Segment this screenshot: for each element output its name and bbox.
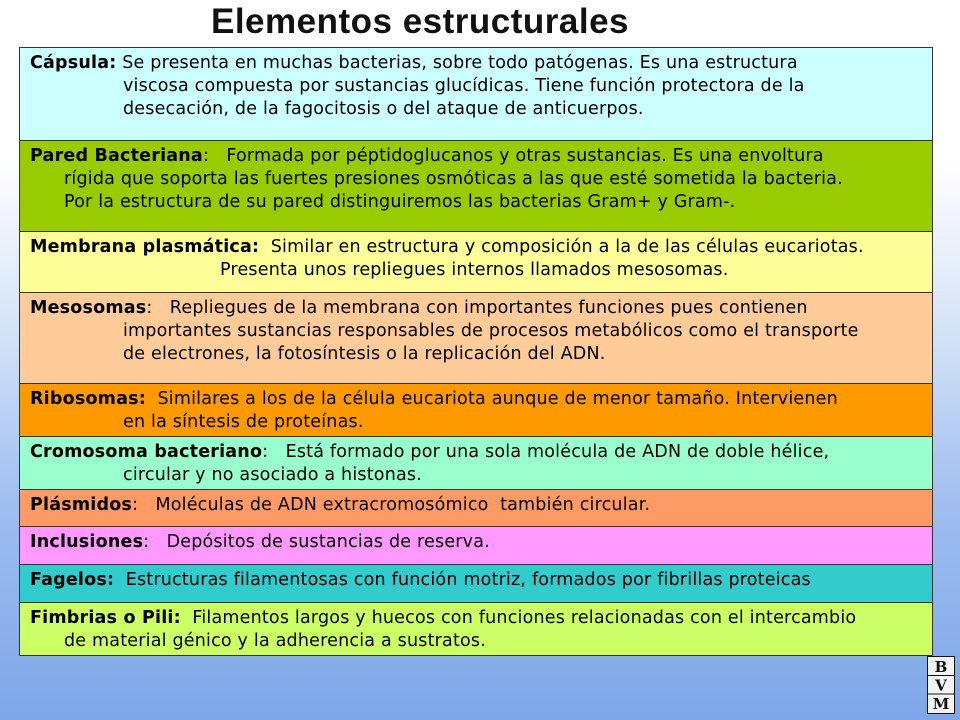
plasmidos-line-1 — [30, 494, 920, 517]
fagelos-term: Fagelos: — [30, 570, 115, 590]
membrana-line-1 — [30, 236, 920, 259]
box-pared — [19, 140, 933, 232]
mesosomas-text-3: de electrones, la fotosíntesis o la replicación del ADN. — [123, 344, 606, 364]
inclusiones-line-1 — [30, 531, 920, 554]
capsula-text-3: desecación, de la fagocitosis o del ataque de anticuerpos. — [123, 99, 644, 119]
bvm-logo-graphic — [928, 657, 954, 713]
box-inclusiones — [19, 526, 933, 565]
fimbrias-text-1: Filamentos largos y huecos con funciones relacionadas con el intercambio — [180, 608, 857, 628]
logo-letter-v: V — [935, 676, 947, 695]
box-capsula — [19, 47, 933, 141]
ribosomas-line-1 — [30, 388, 920, 411]
capsula-text-2: viscosa compuesta por sustancias glucídicas. Tiene función protectora de la — [123, 76, 805, 96]
capsula-line-1 — [30, 52, 920, 75]
ribosomas-term: Ribosomas: — [30, 389, 146, 409]
fagelos-line-1 — [30, 569, 920, 592]
capsula-text-1: Se presenta en muchas bacterias, sobre todo patógenas. Es una estructura — [116, 53, 798, 73]
plasmidos-text-1: : Moléculas de ADN extracromosómico también circular. — [132, 495, 651, 515]
fagelos-text-1: Estructuras filamentosas con función motriz, formados por fibrillas proteicas — [114, 570, 811, 590]
fimbrias-text-2: de material génico y la adherencia a sustratos. — [64, 631, 486, 651]
cromosoma-text-1: : Está formado por una sola molécula de ADN de doble hélice, — [262, 442, 830, 462]
inclusiones-text-1: : Depósitos de sustancias de reserva. — [143, 532, 490, 552]
box-membrana — [19, 231, 933, 293]
membrana-text-2: Presenta unos repliegues internos llamados mesosomas. — [220, 260, 729, 280]
box-ribosomas — [19, 383, 933, 437]
logo-letter-b: B — [934, 658, 948, 676]
fimbrias-term: Fimbrias o Pili: — [30, 608, 181, 628]
bvm-logo — [927, 656, 955, 714]
mesosomas-text-2: importantes sustancias responsables de procesos metabólicos como el transporte — [123, 321, 859, 341]
cromosoma-text-2: circular y no asociado a histonas. — [123, 465, 422, 485]
box-plasmidos — [19, 489, 933, 527]
membrana-term: Membrana plasmática: — [30, 237, 260, 257]
ribosomas-text-2: en la síntesis de proteínas. — [123, 412, 364, 432]
page-title: Elementos estructurales — [210, 2, 630, 41]
inclusiones-term: Inclusiones — [30, 532, 144, 552]
pared-line-1 — [30, 145, 920, 168]
box-fagelos — [19, 564, 933, 603]
pared-text-2: rígida que soporta las fuertes presiones osmóticas a las que esté sometida la bacteria. — [64, 169, 843, 189]
fimbrias-line-1 — [30, 607, 920, 630]
capsula-term: Cápsula: — [30, 53, 117, 73]
box-fimbrias — [19, 602, 933, 656]
pared-text-3: Por la estructura de su pared distinguiremos las bacterias Gram+ y Gram-. — [64, 192, 736, 212]
box-mesosomas — [19, 292, 933, 384]
cromosoma-term: Cromosoma bacteriano — [30, 442, 263, 462]
cromosoma-line-1 — [30, 441, 920, 464]
membrana-text-1: Similar en estructura y composición a la de las células eucariotas. — [259, 237, 864, 257]
ribosomas-text-1: Similares a los de la célula eucariota aunque de menor tamaño. Intervienen — [145, 389, 838, 409]
mesosomas-line-1 — [30, 297, 920, 320]
pared-term: Pared Bacteriana — [30, 146, 203, 166]
mesosomas-term: Mesosomas — [30, 298, 147, 318]
box-cromosoma — [19, 436, 933, 490]
pared-text-1: : Formada por péptidoglucanos y otras sustancias. Es una envoltura — [202, 146, 824, 166]
mesosomas-text-1: : Repliegues de la membrana con importantes funciones pues contienen — [146, 298, 808, 318]
logo-letter-m: M — [932, 695, 950, 713]
plasmidos-term: Plásmidos — [30, 495, 133, 515]
